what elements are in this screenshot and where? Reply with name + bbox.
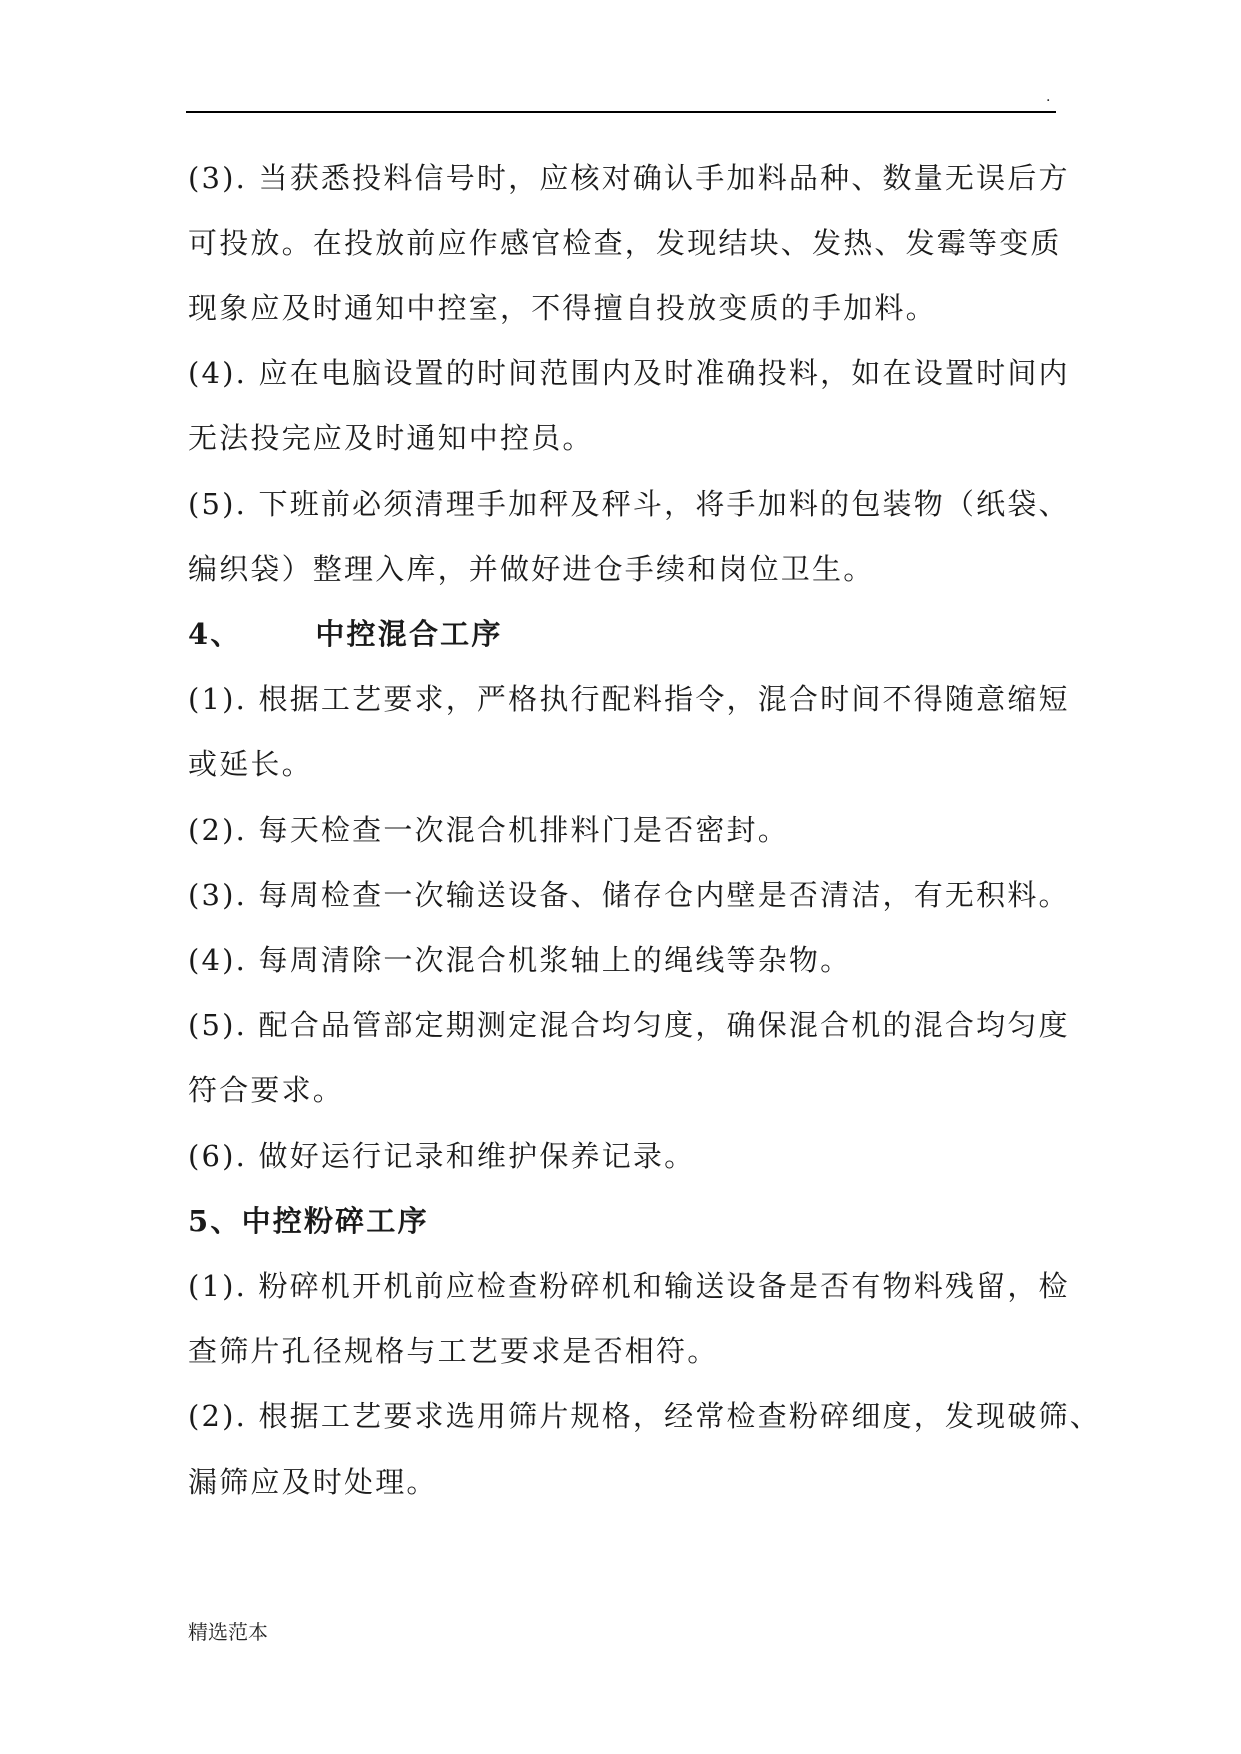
text-line: 可投放。在投放前应作感官检查，发现结块、发热、发霉等变质 (188, 226, 1062, 260)
text-line: (5). 下班前必须清理手加秤及秤斗，将手加料的包装物（纸袋、 (188, 487, 1070, 521)
text-line: (1). 根据工艺要求，严格执行配料指令，混合时间不得随意缩短 (188, 682, 1070, 716)
text-line: (1). 粉碎机开机前应检查粉碎机和输送设备是否有物料残留，检 (188, 1269, 1070, 1303)
text-line: (3). 每周检查一次输送设备、储存仓内壁是否清洁，有无积料。 (188, 878, 1070, 912)
text-line: 现象应及时通知中控室，不得擅自投放变质的手加料。 (188, 291, 937, 325)
text-line: 或延长。 (188, 747, 313, 781)
text-line: 漏筛应及时处理。 (188, 1465, 438, 1499)
text-line: (5). 配合品管部定期测定混合均匀度，确保混合机的混合均匀度 (188, 1008, 1070, 1042)
text-line: 查筛片孔径规格与工艺要求是否相符。 (188, 1334, 719, 1368)
text-line: 符合要求。 (188, 1073, 345, 1107)
text-line: (4). 应在电脑设置的时间范围内及时准确投料，如在设置时间内 (188, 356, 1070, 390)
section-heading: 4、 中控混合工序 (188, 617, 503, 651)
section-heading: 5、中控粉碎工序 (188, 1204, 429, 1238)
footer-label: 精选范本 (188, 1620, 268, 1644)
text-line: 无法投完应及时通知中控员。 (188, 421, 594, 455)
text-line: (2). 每天检查一次混合机排料门是否密封。 (188, 813, 789, 847)
text-line: 编织袋）整理入库，并做好进仓手续和岗位卫生。 (188, 552, 875, 586)
text-line: (3). 当获悉投料信号时，应核对确认手加料品种、数量无误后方 (188, 161, 1070, 195)
header-mark: . (1046, 89, 1051, 105)
text-line: (6). 做好运行记录和维护保养记录。 (188, 1139, 696, 1173)
text-line: (2). 根据工艺要求选用筛片规格，经常检查粉碎细度，发现破筛、 (188, 1399, 1101, 1433)
header-rule (186, 111, 1056, 113)
text-line: (4). 每周清除一次混合机浆轴上的绳线等杂物。 (188, 943, 852, 977)
